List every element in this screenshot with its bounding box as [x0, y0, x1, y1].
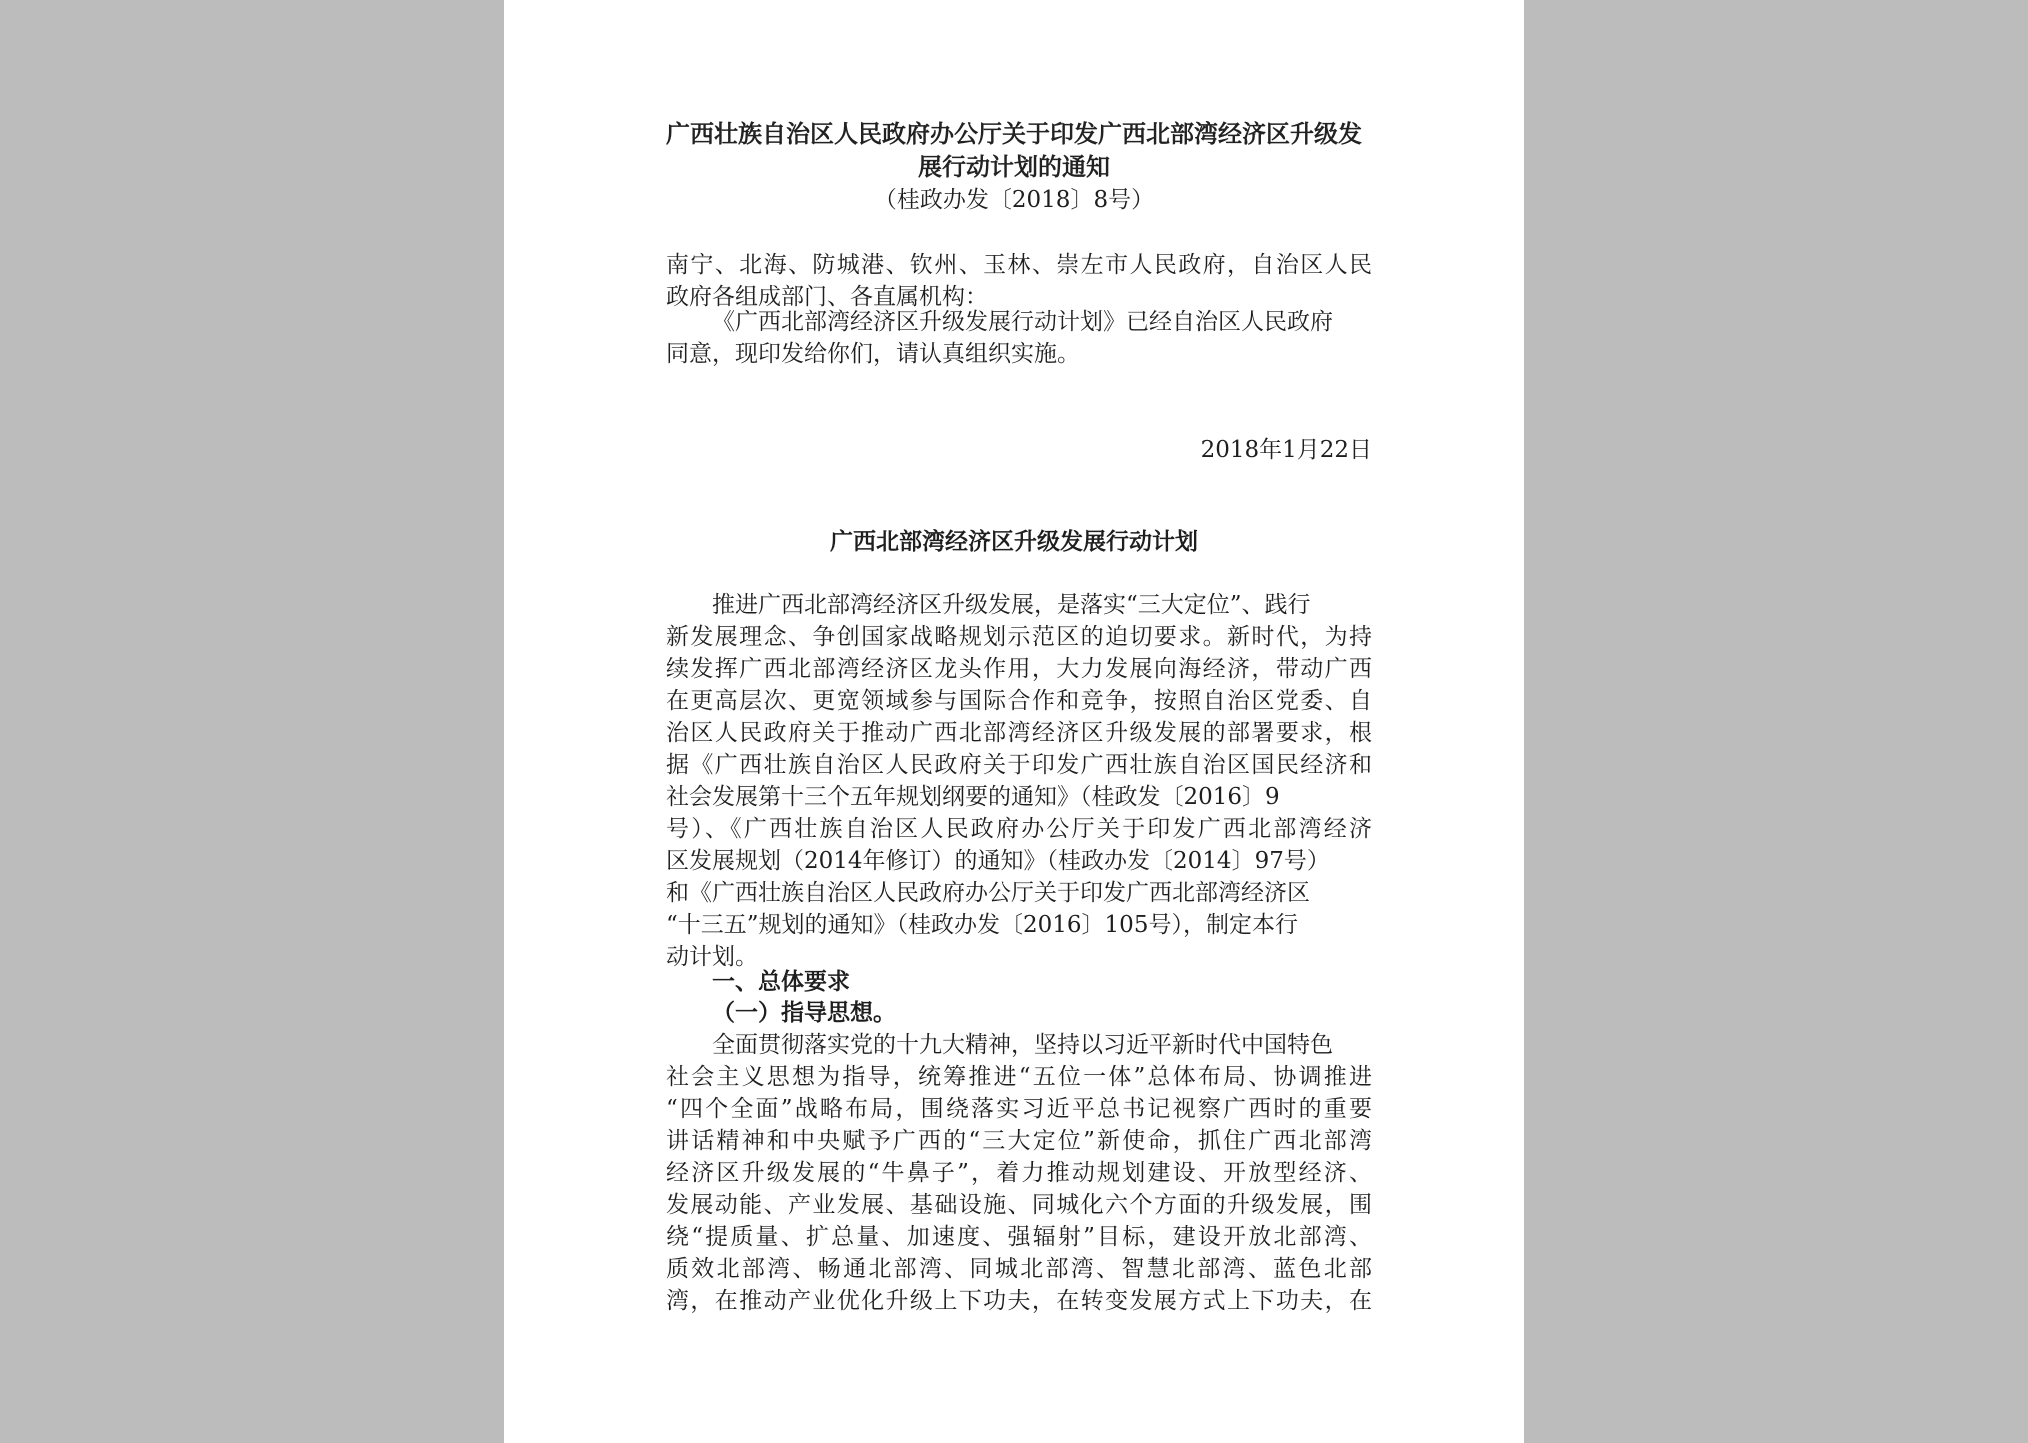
document-page	[504, 0, 1524, 1443]
recipients-line-1: 南宁、北海、防城港、钦州、玉林、崇左市人民政府，自治区人民	[666, 252, 1372, 278]
document-title-line-2: 展行动计划的通知	[918, 153, 1110, 181]
intro-line: 和《广西壮族自治区人民政府办公厅关于印发广西北部湾经济区	[666, 880, 1310, 906]
guiding-line: “四个全面”战略布局，围绕落实习近平总书记视察广西时的重要	[666, 1096, 1372, 1122]
intro-line: 新发展理念、争创国家战略规划示范区的迫切要求。新时代，为持	[666, 624, 1372, 650]
issue-date: 2018年1月22日	[1200, 437, 1372, 463]
document-title-line-1: 广西壮族自治区人民政府办公厅关于印发广西北部湾经济区升级发	[666, 120, 1362, 148]
intro-line: 动计划。	[666, 944, 758, 970]
section-1-heading: 一、总体要求	[712, 969, 850, 995]
guiding-line: 绕“提质量、扩总量、加速度、强辐射”目标，建设开放北部湾、	[666, 1224, 1372, 1250]
intro-line: 区发展规划（2014年修订）的通知》（桂政办发〔2014〕97号）	[666, 848, 1330, 874]
intro-line: 据《广西壮族自治区人民政府关于印发广西壮族自治区国民经济和	[666, 752, 1372, 778]
notice-line-2: 同意，现印发给你们，请认真组织实施。	[666, 341, 1080, 367]
plan-title: 广西北部湾经济区升级发展行动计划	[830, 529, 1198, 555]
guiding-line: 经济区升级发展的“牛鼻子”，着力推动规划建设、开放型经济、	[666, 1160, 1372, 1186]
guiding-line: 讲话精神和中央赋予广西的“三大定位”新使命，抓住广西北部湾	[666, 1128, 1372, 1154]
intro-line: 号）、《广西壮族自治区人民政府办公厅关于印发广西北部湾经济	[666, 816, 1372, 842]
subsection-1-heading: （一）指导思想。	[712, 1000, 896, 1026]
notice-line-1: 《广西北部湾经济区升级发展行动计划》已经自治区人民政府	[712, 309, 1333, 335]
intro-line: 推进广西北部湾经济区升级发展，是落实“三大定位”、践行	[712, 592, 1311, 618]
intro-line: 续发挥广西北部湾经济区龙头作用，大力发展向海经济，带动广西	[666, 656, 1372, 682]
guiding-line: 发展动能、产业发展、基础设施、同城化六个方面的升级发展，围	[666, 1192, 1372, 1218]
guiding-line: 社会主义思想为指导，统筹推进“五位一体”总体布局、协调推进	[666, 1064, 1372, 1090]
document-number: （桂政办发〔2018〕8号）	[873, 187, 1155, 213]
intro-line: 治区人民政府关于推动广西北部湾经济区升级发展的部署要求，根	[666, 720, 1372, 746]
intro-line: 在更高层次、更宽领域参与国际合作和竞争，按照自治区党委、自	[666, 688, 1372, 714]
recipients-line-2: 政府各组成部门、各直属机构：	[666, 284, 988, 310]
guiding-line: 质效北部湾、畅通北部湾、同城北部湾、智慧北部湾、蓝色北部	[666, 1256, 1372, 1282]
guiding-line: 湾，在推动产业优化升级上下功夫，在转变发展方式上下功夫，在	[666, 1288, 1372, 1314]
intro-line: “十三五”规划的通知》（桂政办发〔2016〕105号），制定本行	[666, 912, 1298, 938]
guiding-line: 全面贯彻落实党的十九大精神，坚持以习近平新时代中国特色	[712, 1032, 1333, 1058]
intro-line: 社会发展第十三个五年规划纲要的通知》（桂政发〔2016〕9	[666, 784, 1280, 810]
